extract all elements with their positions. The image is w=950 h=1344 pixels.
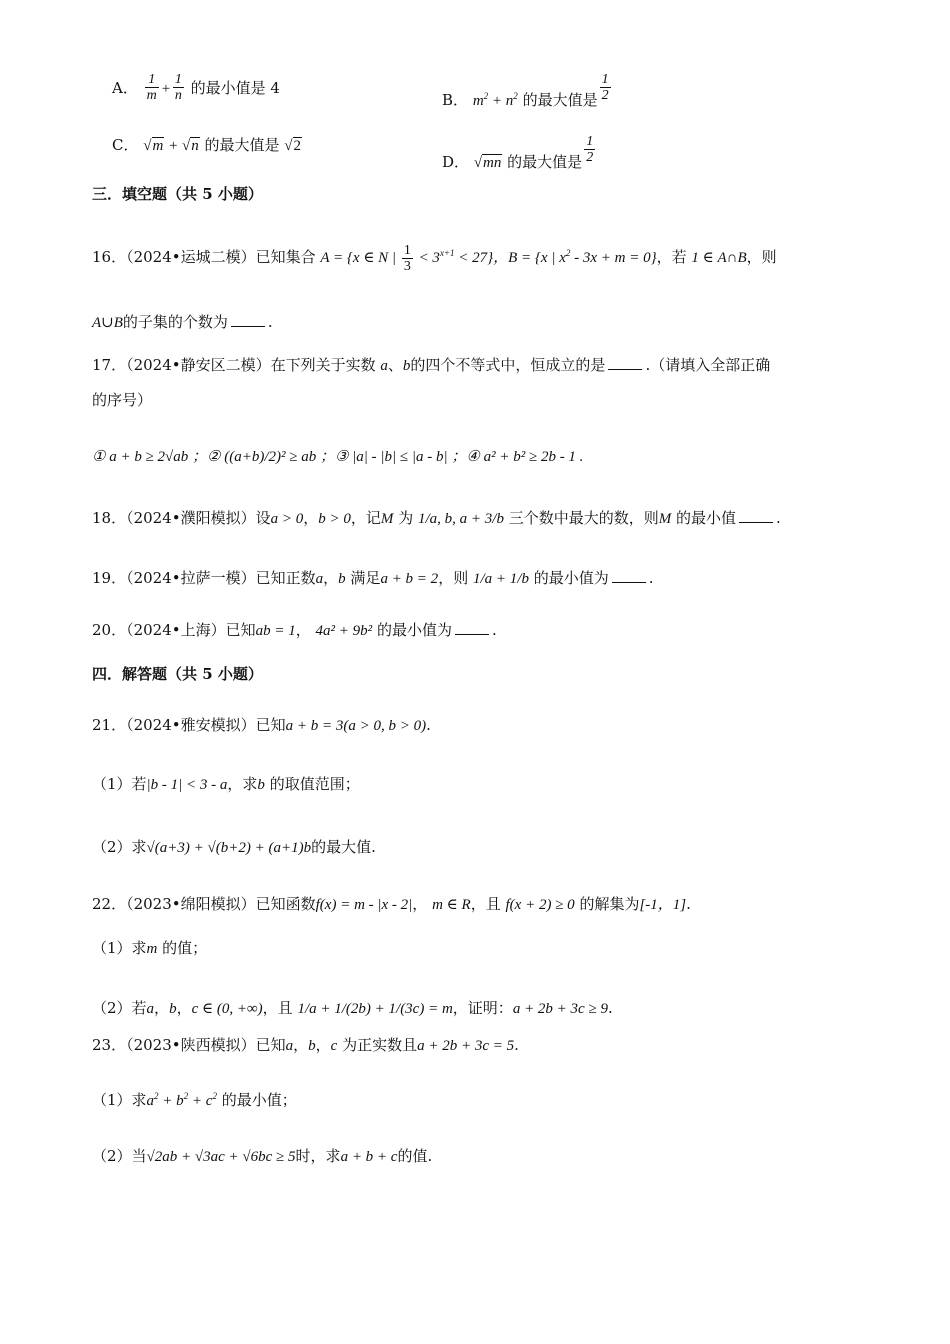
q22-text3: 的解集为 bbox=[579, 895, 640, 913]
q22-cond: f(x + 2) ≥ 0 bbox=[505, 897, 575, 913]
question-22-part1: （1）求m 的值； bbox=[92, 939, 208, 957]
q21-p1-text2: 的取值范围； bbox=[269, 775, 360, 793]
question-23-part1 bbox=[92, 1085, 297, 1112]
q16-set-a: A = {x ∈ N | $\frac{1}{3}$ < $3^{x+1} < 27$} bbox=[320, 243, 494, 275]
q18-text4: 三个数中最大的数，则 bbox=[508, 509, 659, 527]
q23-text2: 为正实数且 bbox=[342, 1036, 418, 1054]
q16-number: 16． bbox=[92, 248, 127, 266]
question-23: 23．（2023•陕西模拟）已知a，b，c 为正实数且a + 2b + 3c = 5. bbox=[92, 1036, 519, 1054]
q18-set: 1/a, b, a + 3/b bbox=[417, 511, 504, 527]
question-16: 16．（2024•运城二模）已知集合 A = {x ∈ N | $\frac{1}{3}$ < $3^{x+1} < 27$}，B = {x | $x^2 - 3x + m = 0$}，若 1 ∈ A∩B，则 bbox=[92, 243, 777, 275]
q21-number: 21． bbox=[92, 716, 127, 734]
q23-text1: （2023•陕西模拟）已知 bbox=[126, 1036, 286, 1054]
q17-source: （2024•静安区二模）在下列关于实数 bbox=[126, 356, 376, 374]
question-21: 21．（2024•雅安模拟）已知a + b = 3(a > 0, b > 0). bbox=[92, 716, 431, 734]
q22-text2: ，且 bbox=[470, 895, 501, 913]
q17-mid: 、 bbox=[387, 356, 403, 374]
q20-expr: 4a² + 9b² bbox=[315, 623, 373, 639]
q20-number: 20． bbox=[92, 621, 127, 639]
q23-number: 23． bbox=[92, 1036, 127, 1054]
option-a-math: $\frac{1}{m}$ bbox=[146, 72, 157, 103]
section-4-heading: 四．解答题（共 5 小题） bbox=[92, 665, 263, 683]
q19-text2: 满足 bbox=[350, 569, 381, 587]
q18-answer-blank bbox=[739, 508, 773, 523]
q22-p2-text2: ，证明： bbox=[452, 999, 513, 1017]
q20-answer-blank bbox=[455, 620, 489, 635]
q23-p1-expr: $a^2 + b^2 + c^2$ bbox=[146, 1091, 217, 1109]
question-16-line2: A∪B的子集的个数为 . bbox=[92, 313, 273, 331]
q22-p2-eq: 1/a + 1/(2b) + 1/(3c) = m bbox=[297, 1001, 453, 1017]
option-b bbox=[442, 72, 613, 112]
option-c-value: √2 bbox=[284, 138, 302, 154]
q17-items: ① a + b ≥ 2√ab ；② ((a+b)/2)² ≥ ab ；③ |a| - |b| ≤ |a - b| ；④ a² + b² ≥ 2b - 1 . bbox=[92, 449, 584, 465]
q18-cond1: a > 0 bbox=[270, 511, 304, 527]
q21-p2-text: 的最大值. bbox=[311, 838, 376, 856]
q23-p2-text2: 的值. bbox=[397, 1147, 433, 1165]
q20-cond: ab = 1 bbox=[255, 623, 296, 639]
option-d-text: 的最大值是 bbox=[507, 153, 583, 171]
q23-p1-label: （1）求 bbox=[92, 1091, 147, 1109]
q16-answer-blank bbox=[231, 312, 265, 327]
option-d bbox=[442, 134, 597, 174]
q21-cond: a + b = 3(a > 0, b > 0) bbox=[285, 718, 427, 734]
q22-p2-label: （2）若 bbox=[92, 999, 147, 1017]
section-3-heading: 三．填空题（共 5 小题） bbox=[92, 185, 263, 203]
option-d-frac: $\frac{1}{2}$ bbox=[586, 134, 594, 165]
q22-p2-ineq: a + 2b + 3c ≥ 9 bbox=[512, 1001, 608, 1017]
q20-text1: （2024•上海）已知 bbox=[126, 621, 256, 639]
q18-text5: 的最小值 bbox=[676, 509, 737, 527]
question-21-part1: （1）若|b - 1| < 3 - a，求b 的取值范围； bbox=[92, 775, 360, 793]
q20-sep: ， bbox=[295, 621, 311, 639]
option-c-math: √m + √n bbox=[143, 138, 199, 154]
q19-number: 19． bbox=[92, 569, 127, 587]
option-a: A． $\frac{1}{m}$ + $\frac{1}{n}$ 的最小值是 4 bbox=[112, 72, 280, 103]
q23-p1-text: 的最小值； bbox=[221, 1091, 297, 1109]
q22-interval: [-1，1] bbox=[639, 897, 687, 913]
q20-text2: 的最小值为 bbox=[376, 621, 452, 639]
option-c bbox=[112, 134, 302, 157]
q22-p1-text: 的值； bbox=[162, 939, 208, 957]
q23-p2-cond: √2ab + √3ac + √6bc ≥ 5 bbox=[146, 1149, 296, 1165]
q16-condition: 1 ∈ A∩B bbox=[691, 250, 747, 266]
question-20: 20．（2024•上海）已知ab = 1， 4a² + 9b² 的最小值为 . bbox=[92, 621, 497, 639]
option-b-text: 的最大值是 bbox=[522, 91, 598, 109]
question-18: 18．（2024•濮阳模拟）设a > 0，b > 0，记M 为 1/a, b, a + 3/b 三个数中最大的数，则M 的最小值 . bbox=[92, 509, 781, 527]
q18-var: M bbox=[380, 511, 394, 527]
question-21-part2 bbox=[92, 836, 376, 859]
question-19: 19．（2024•拉萨一模）已知正数a，b 满足a + b = 2，则 1/a + 1/b 的最小值为 . bbox=[92, 569, 654, 587]
q17-rest: 的四个不等式中，恒成立的是 bbox=[410, 356, 606, 374]
q21-p1-cond: |b - 1| < 3 - a bbox=[146, 777, 228, 793]
q23-cond: a + 2b + 3c = 5 bbox=[417, 1038, 515, 1054]
question-23-part2 bbox=[92, 1145, 432, 1168]
q19-text1: （2024•拉萨一模）已知正数 bbox=[126, 569, 316, 587]
option-b-frac: $\frac{1}{2}$ bbox=[601, 72, 609, 103]
q16-line2-text: 的子集的个数为 bbox=[122, 313, 228, 331]
q23-p2-label: （2）当 bbox=[92, 1147, 147, 1165]
option-b-label: B． bbox=[442, 91, 469, 109]
q19-answer-blank bbox=[612, 568, 646, 583]
option-c-label: C． bbox=[112, 136, 139, 154]
q22-p1-label: （1）求 bbox=[92, 939, 147, 957]
option-b-math: $m^2 + n^2$ bbox=[472, 91, 518, 109]
q21-p1-text: ，求 bbox=[227, 775, 258, 793]
q22-dom: m ∈ R bbox=[432, 897, 471, 913]
q17-tail: .（请填入全部正确 bbox=[645, 356, 771, 374]
q18-text1: （2024•濮阳模拟）设 bbox=[126, 509, 271, 527]
q21-p2-label: （2）求 bbox=[92, 838, 147, 856]
q16-source: （2024•运城二模）已知集合 bbox=[126, 248, 316, 266]
q22-number: 22． bbox=[92, 895, 127, 913]
q22-func: f(x) = m - |x - 2| bbox=[315, 897, 413, 913]
q18-number: 18． bbox=[92, 509, 127, 527]
q16-union: A∪B bbox=[92, 315, 123, 331]
q17-answer-blank bbox=[608, 355, 642, 370]
q21-text1: （2024•雅安模拟）已知 bbox=[126, 716, 286, 734]
q21-p1-label: （1）若 bbox=[92, 775, 147, 793]
q16-set-b: ，B = {x | $x^2 - 3x + m = 0$} bbox=[493, 248, 657, 266]
q17-number: 17． bbox=[92, 356, 127, 374]
option-d-label: D． bbox=[442, 153, 470, 171]
question-17-line2: 的序号） bbox=[92, 391, 153, 409]
q19-expr: 1/a + 1/b bbox=[472, 571, 529, 587]
q22-sep: ， bbox=[412, 895, 428, 913]
q18-cond2: b > 0 bbox=[318, 511, 351, 527]
q18-text2: ，记 bbox=[350, 509, 381, 527]
q23-p2-text: 时，求 bbox=[295, 1147, 341, 1165]
q19-text4: 的最小值为 bbox=[533, 569, 609, 587]
question-22-part2: （2）若a，b，c ∈ (0, +∞)，且 1/a + 1/(2b) + 1/(3c) = m，证明：a + 2b + 3c ≥ 9. bbox=[92, 999, 613, 1017]
option-a-text: 的最小值是 4 bbox=[190, 79, 280, 97]
q19-text3: ，则 bbox=[438, 569, 469, 587]
question-17: 17．（2024•静安区二模）在下列关于实数 a、b的四个不等式中，恒成立的是 .（请填入全部正确 bbox=[92, 356, 771, 374]
question-17-items bbox=[92, 445, 583, 468]
q22-p2-c: c ∈ (0, +∞) bbox=[191, 1001, 263, 1017]
option-c-text: 的最大值是 bbox=[204, 136, 280, 154]
q22-text1: （2023•绵阳模拟）已知函数 bbox=[126, 895, 316, 913]
q18-sep: ， bbox=[303, 509, 319, 527]
option-a-label: A． bbox=[112, 79, 138, 97]
q18-text3: 为 bbox=[398, 509, 414, 527]
q21-p2-expr: √(a+3) + √(b+2) + (a+1)b bbox=[146, 840, 312, 856]
option-d-math: √mn bbox=[473, 155, 502, 171]
q22-p2-text: ，且 bbox=[262, 999, 293, 1017]
q16-then: ，则 bbox=[746, 248, 777, 266]
q19-cond: a + b = 2 bbox=[380, 571, 439, 587]
question-22: 22．（2023•绵阳模拟）已知函数f(x) = m - |x - 2|， m ∈ R，且 f(x + 2) ≥ 0 的解集为[-1，1]. bbox=[92, 895, 691, 913]
q23-p2-expr: a + b + c bbox=[340, 1149, 398, 1165]
